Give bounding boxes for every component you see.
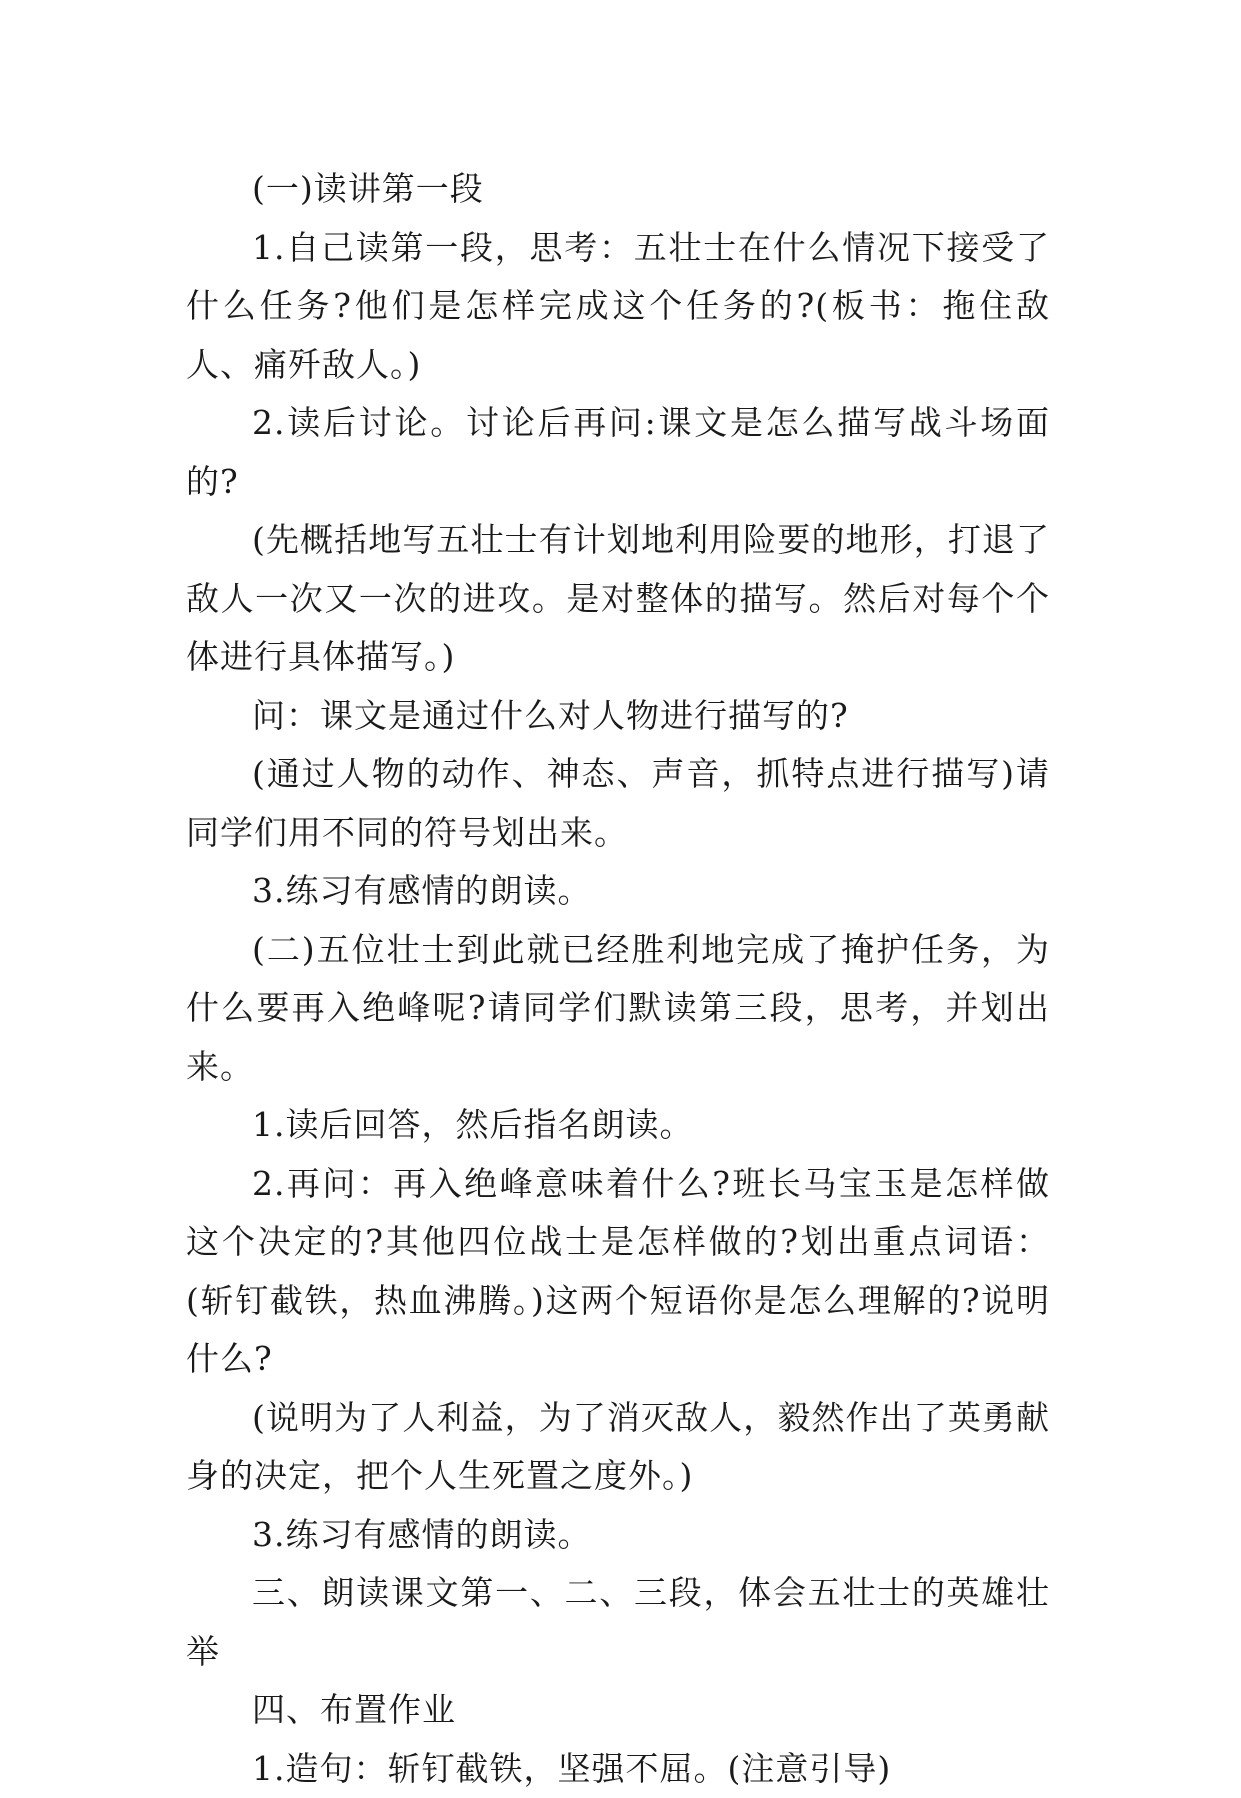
section-heading-3: 三、朗读课文第一、二、三段，体会五壮士的英雄壮举	[186, 1564, 1050, 1681]
paragraph: 问：课文是通过什么对人物进行描写的?	[186, 687, 1050, 746]
section-heading-2: (二)五位壮士到此就已经胜利地完成了掩护任务，为什么要再入绝峰呢?请同学们默读第三段，思考，并划出来。	[186, 921, 1050, 1097]
paragraph: 1.读后回答，然后指名朗读。	[186, 1096, 1050, 1155]
paragraph: (先概括地写五壮士有计划地利用险要的地形，打退了敌人一次又一次的进攻。是对整体的描写。然后对每个个体进行具体描写。)	[186, 511, 1050, 687]
paragraph: 1.自己读第一段，思考：五壮士在什么情况下接受了什么任务?他们是怎样完成这个任务的?(板书：拖住敌人、痛歼敌人。)	[186, 219, 1050, 395]
document-body	[186, 160, 1050, 1798]
paragraph: (说明为了人利益，为了消灭敌人，毅然作出了英勇献身的决定，把个人生死置之度外。)	[186, 1389, 1050, 1506]
paragraph: 3.练习有感情的朗读。	[186, 1506, 1050, 1565]
paragraph: 2.再问：再入绝峰意味着什么?班长马宝玉是怎样做这个决定的?其他四位战士是怎样做的?划出重点词语：(斩钉截铁，热血沸腾。)这两个短语你是怎么理解的?说明什么?	[186, 1155, 1050, 1389]
paragraph: 3.练习有感情的朗读。	[186, 862, 1050, 921]
paragraph: 1.造句：斩钉截铁，坚强不屈。(注意引导)	[186, 1740, 1050, 1798]
paragraph: (通过人物的动作、神态、声音，抓特点进行描写)请同学们用不同的符号划出来。	[186, 745, 1050, 862]
section-heading-4: 四、布置作业	[186, 1681, 1050, 1740]
section-heading-1: (一)读讲第一段	[186, 160, 1050, 219]
paragraph: 2.读后讨论。讨论后再问:课文是怎么描写战斗场面的?	[186, 394, 1050, 511]
